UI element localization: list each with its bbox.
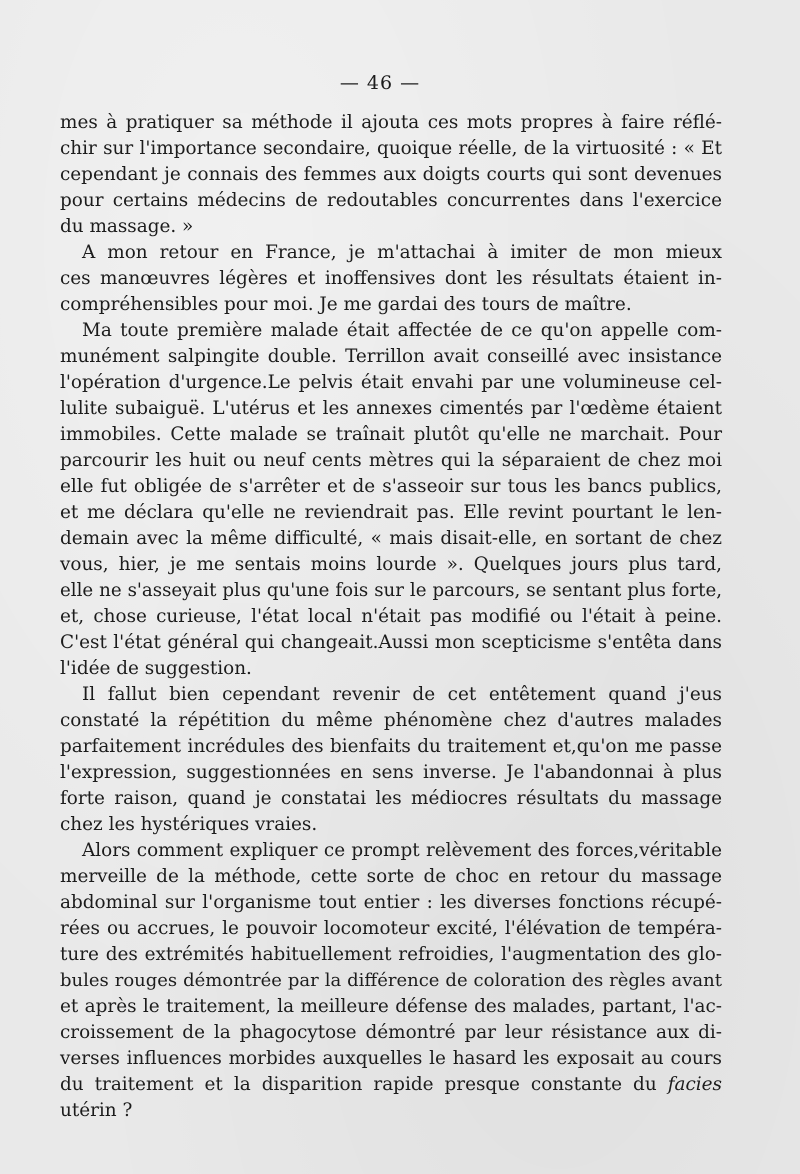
text-line: ces manœuvres légères et inoffensives dont les résultats étaient in- [60, 268, 722, 289]
text-line: merveille de la méthode, cette sorte de choc en retour du massage [60, 866, 722, 887]
text-line: rées ou accrues, le pouvoir locomoteur excité, l'élévation de tempéra- [60, 918, 722, 939]
text-line: l'opération d'urgence.Le pelvis était envahi par une volumineuse cel- [60, 372, 722, 393]
page-number: — 46 — [339, 72, 421, 94]
text-line: lulite subaiguë. L'utérus et les annexes cimentés par l'œdème étaient [60, 398, 722, 419]
text-line: mes à pratiquer sa méthode il ajouta ces mots propres à faire réflé- [60, 112, 722, 133]
text-line: utérin ? [60, 1100, 133, 1121]
text-line: l'expression, suggestionnées en sens inverse. Je l'abandonnai à plus [60, 762, 722, 783]
text-line: ture des extrémités habituellement refroidies, l'augmentation des glo- [60, 944, 722, 965]
text-line: parcourir les huit ou neuf cents mètres qui la séparaient de chez moi [60, 450, 722, 471]
text-line: abdominal sur l'organisme tout entier : les diverses fonctions récupé- [60, 892, 722, 913]
text-line: Alors comment expliquer ce prompt relèvement des forces,véritable [82, 840, 722, 861]
text-line: immobiles. Cette malade se traînait plutôt qu'elle ne marchait. Pour [60, 424, 722, 445]
text-line: A mon retour en France, je m'attachai à imiter de mon mieux [82, 242, 722, 263]
text-line: et après le traitement, la meilleure défense des malades, partant, l'ac- [60, 996, 722, 1017]
text-line: chez les hystériques vraies. [60, 814, 318, 835]
text-line: elle fut obligée de s'arrêter et de s'asseoir sur tous les bancs publics, [60, 476, 722, 497]
text-line: du massage. » [60, 216, 194, 237]
italic-word: facies [667, 1074, 722, 1095]
text-line: elle ne s'asseyait plus qu'une fois sur le parcours, se sentant plus forte, [60, 580, 722, 601]
text-line: bules rouges démontrée par la différence de coloration des règles avant [60, 970, 722, 991]
text-line: forte raison, quand je constatai les médiocres résultats du massage [60, 788, 722, 809]
text-line: verses influences morbides auxquelles le hasard les exposait au cours [60, 1048, 722, 1069]
text-line: l'idée de suggestion. [60, 658, 252, 679]
text-line: vous, hier, je me sentais moins lourde ». Quelques jours plus tard, [60, 554, 722, 575]
text-line: Ma toute première malade était affectée de ce qu'on appelle com- [82, 320, 722, 341]
text-line: croissement de la phagocytose démontré par leur résistance aux di- [60, 1022, 722, 1043]
text-line: munément salpingite double. Terrillon avait conseillé avec insistance [60, 346, 722, 367]
text-line: C'est l'état général qui changeait.Aussi mon scepticisme s'entêta dans [60, 632, 722, 653]
text-line-segment: du traitement et la disparition rapide presque constante du [60, 1074, 657, 1095]
text-line: demain avec la même difficulté, « mais disait-elle, en sortant de chez [60, 528, 722, 549]
text-line: cependant je connais des femmes aux doigts courts qui sont devenues [60, 164, 722, 185]
text-line: Il fallut bien cependant revenir de cet entêtement quand j'eus [82, 684, 722, 705]
text-line: parfaitement incrédules des bienfaits du traitement et,qu'on me passe [60, 736, 722, 757]
text-line: chir sur l'importance secondaire, quoique réelle, de la virtuosité : « Et [60, 138, 722, 159]
text-line: et, chose curieuse, l'état local n'était pas modifié ou l'était à peine. [60, 606, 722, 627]
text-line: et me déclara qu'elle ne reviendrait pas. Elle revint pourtant le len- [60, 502, 722, 523]
text-line: constaté la répétition du même phénomène chez d'autres malades [60, 710, 722, 731]
body-text [60, 110, 722, 1124]
text-line-with-italic [60, 1072, 722, 1098]
text-line: compréhensibles pour moi. Je me gardai des tours de maître. [60, 294, 632, 315]
text-line: pour certains médecins de redoutables concurrentes dans l'exercice [60, 190, 722, 211]
